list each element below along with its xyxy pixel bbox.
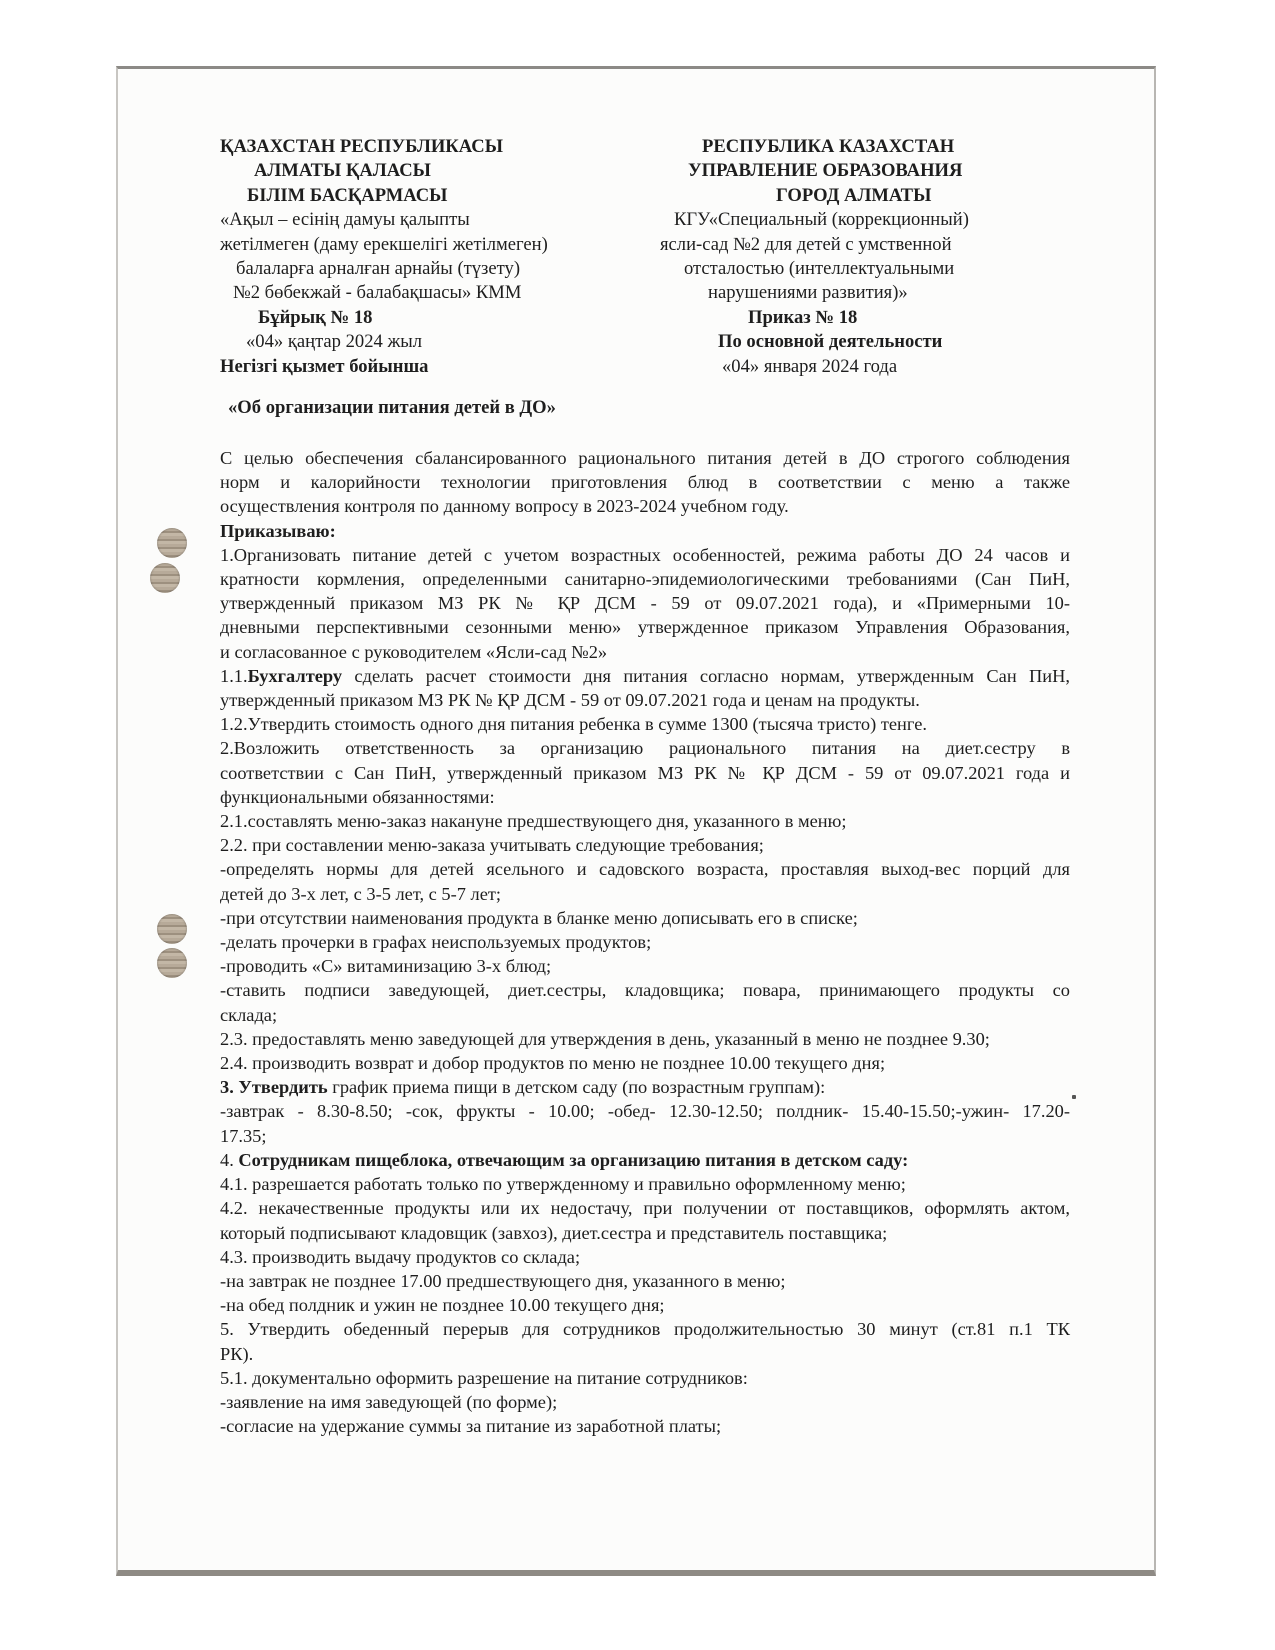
order-number-kz: Бұйрық № 18 [258, 306, 373, 328]
body-line: 2.Возложить ответственность за организацию рационального питания на диет.сестру в [220, 738, 1070, 759]
body-line [220, 664, 1070, 688]
body-line: 5.1. документально оформить разрешение на питание сотрудников: [220, 1367, 748, 1388]
body-line: -ставить подписи заведующей, диет.сестры, кладовщика; повара, принимающего продукты со [220, 980, 1070, 1001]
order-date-ru: «04» января 2024 года [722, 355, 898, 377]
body-line [220, 1075, 1070, 1099]
clause-number: 1.1. [220, 665, 248, 686]
body-line: норм и калорийности технологии приготовления блюд в соответствии с меню а также [220, 472, 1070, 493]
body-line: соответствии с Сан ПиН, утвержденный приказом МЗ РК № ҚР ДСМ - 59 от 09.07.2021 года и [220, 762, 1070, 783]
order-heading: Приказываю: [220, 520, 336, 541]
punch-hole [157, 914, 187, 944]
body-line: -на завтрак не позднее 17.00 предшествующего дня, указанного в меню; [220, 1270, 786, 1291]
body-line: который подписывают кладовщик (завхоз), диет.сестра и представитель поставщика; [220, 1222, 888, 1243]
header-left-line: ҚАЗАХСТАН РЕСПУБЛИКАСЫ [220, 136, 503, 157]
body-line: осуществления контроля по данному вопросу в 2023-2024 учебном году. [220, 496, 789, 517]
body-line: 2.4. производить возврат и добор продуктов по меню не позднее 10.00 текущего дня; [220, 1053, 886, 1074]
document-body [220, 446, 1070, 1438]
body-line: -при отсутствии наименования продукта в бланке меню дописывать его в списке; [220, 907, 858, 928]
body-line: -делать прочерки в графах неиспользуемых продуктов; [220, 932, 652, 953]
header-left-line: «Ақыл – есінің дамуы қалыпты [220, 209, 470, 231]
punch-hole [157, 948, 187, 978]
body-line: -определять нормы для детей ясельного и садовского возраста, проставляя выход-вес порций для [220, 859, 1070, 880]
body-line: РК). [220, 1343, 254, 1364]
body-line: 5. Утвердить обеденный перерыв для сотрудников продолжительностью 30 минут (ст.81 п.1 ТК [220, 1319, 1070, 1340]
header-left [220, 135, 548, 379]
body-line: 2.3. предоставлять меню заведующей для утверждения в день, указанный в меню не позднее 9.30; [220, 1028, 990, 1049]
body-line: 4.3. производить выдачу продуктов со склада; [220, 1246, 581, 1267]
body-line: и согласованное с руководителем «Ясли-сад №2» [220, 641, 608, 662]
speck-mark [1072, 1095, 1076, 1099]
header-right-line: ГОРОД АЛМАТЫ [776, 184, 932, 206]
document-title: «Об организации питания детей в ДО» [228, 397, 556, 418]
clause-text: график приема пищи в детском саду (по возрастным группам): [327, 1077, 826, 1098]
body-line: кратности кормления, определенными санитарно-эпидемиологическими требованиями (Сан ПиН, [220, 569, 1070, 590]
header-left-line: №2 бөбекжай - балабақшасы» КММ [233, 282, 522, 304]
bold-term: 3. Утвердить [220, 1077, 328, 1098]
bold-term: Сотрудникам пищеблока, отвечающим за организацию питания в детском саду: [238, 1149, 909, 1170]
schedule-line: 17.35; [220, 1125, 267, 1146]
body-line: -согласие на удержание суммы за питание из заработной платы; [220, 1416, 722, 1437]
activity-kz: Негізгі қызмет бойынша [220, 355, 429, 377]
body-line: функциональными обязанностями: [220, 786, 495, 807]
order-number-ru: Приказ № 18 [748, 306, 858, 328]
body-line: -на обед полдник и ужин не позднее 10.00 текущего дня; [220, 1295, 665, 1316]
body-line: 2.2. при составлении меню-заказа учитывать следующие требования; [220, 835, 764, 856]
header-right-line: нарушениями развития)» [708, 282, 908, 304]
body-line: детей до 3-х лет, с 3-5 лет, с 5-7 лет; [220, 883, 502, 904]
body-line: дневными перспективными сезонными меню» утвержденное приказом Управления Образования, [220, 617, 1070, 638]
header-right-line: КГУ«Специальный (коррекционный) [674, 209, 969, 231]
header-left-line: БІЛІМ БАСҚАРМАСЫ [247, 184, 448, 206]
header-right-line: отсталостью (интеллектуальными [684, 258, 955, 280]
body-line: склада; [220, 1004, 278, 1025]
clause-text: сделать расчет стоимости дня питания согласно нормам, утвержденным Сан ПиН, [342, 665, 1070, 686]
order-date-kz: «04» қаңтар 2024 жыл [246, 331, 423, 353]
body-line [220, 1148, 1070, 1172]
header-right-line: ясли-сад №2 для детей с умственной [660, 233, 952, 255]
header-left-line: АЛМАТЫ ҚАЛАСЫ [254, 160, 431, 182]
activity-ru: По основной деятельности [718, 331, 943, 353]
body-line: С целью обеспечения сбалансированного рационального питания детей в ДО строгого соблюдения [220, 448, 1070, 468]
body-line: 2.1.составлять меню-заказ накануне предшествующего дня, указанного в меню; [220, 811, 847, 832]
bold-term: Бухгалтеру [247, 665, 343, 686]
body-line: 4.2. некачественные продукты или их недостачу, при получении от поставщиков, оформлять актом, [220, 1198, 1070, 1219]
header-left-line: жетілмеген (даму ерекшелігі жетілмеген) [220, 233, 548, 255]
body-line: -проводить «С» витаминизацию 3-х блюд; [220, 956, 552, 977]
body-line: утвержденный приказом МЗ РК № ҚР ДСМ - 59 от 09.07.2021 года и ценам на продукты. [220, 690, 920, 711]
body-line: -заявление на имя заведующей (по форме); [220, 1391, 558, 1412]
clause-number: 4. [220, 1149, 239, 1170]
body-line: 1.Организовать питание детей с учетом возрастных особенностей, режима работы ДО 24 часов и [220, 544, 1070, 565]
punch-hole [150, 563, 180, 593]
header-right [660, 135, 969, 379]
body-line: 4.1. разрешается работать только по утвержденному и правильно оформленному меню; [220, 1174, 906, 1195]
punch-hole [157, 528, 187, 558]
header-right-line: УПРАВЛЕНИЕ ОБРАЗОВАНИЯ [688, 160, 963, 182]
body-line: утвержденный приказом МЗ РК № ҚР ДСМ - 59 от 09.07.2021 года), и «Примерными 10- [220, 593, 1070, 614]
header-left-line: балаларға арналған арнайы (түзету) [236, 258, 521, 280]
schedule-line: -завтрак - 8.30-8.50; -сок, фрукты - 10.00; -обед- 12.30-12.50; полдник- 15.40-15.50;-ужин- 17.20- [220, 1101, 1070, 1122]
body-line: 1.2.Утвердить стоимость одного дня питания ребенка в сумме 1300 (тысяча тристо) тенге. [220, 714, 927, 735]
header-right-line: РЕСПУБЛИКА КАЗАХСТАН [702, 136, 955, 157]
